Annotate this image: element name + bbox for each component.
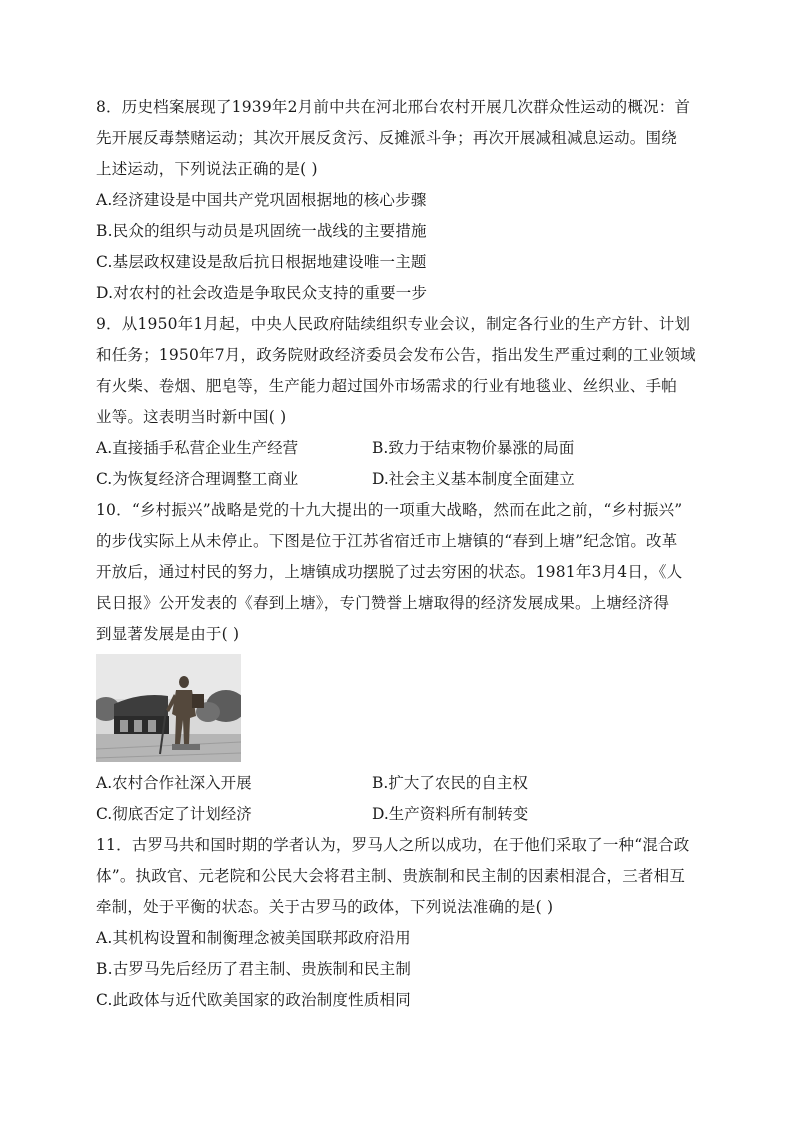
options-row — [96, 464, 696, 495]
answer-option-c: C.此政体与近代欧美国家的政治制度性质相同 — [96, 991, 411, 1009]
question-10 — [96, 495, 696, 830]
memorial-hall-photo — [96, 654, 241, 762]
question-stem-line: 11．古罗马共和国时期的学者认为，罗马人之所以成功，在于他们采取了一种“混合政 — [96, 836, 690, 854]
answer-option-d: D.社会主义基本制度全面建立 — [372, 470, 575, 488]
question-stem-line: 和任务；1950年7月，政务院财政经济委员会发布公告，指出发生严重过剩的工业领域 — [96, 346, 696, 364]
answer-option-b: B.扩大了农民的自主权 — [372, 774, 528, 792]
answer-option-b: B.民众的组织与动员是巩固统一战线的主要措施 — [96, 222, 427, 240]
question-stem-line: 到显著发展是由于( ) — [96, 625, 240, 643]
question-stem-line: 上述运动，下列说法正确的是( ) — [96, 160, 318, 178]
options-row — [96, 433, 696, 464]
statue-photo-illustration — [96, 654, 241, 762]
exam-page — [96, 92, 696, 1016]
answer-option-c: C.为恢复经济合理调整工商业 — [96, 470, 299, 488]
answer-option-a: A.经济建设是中国共产党巩固根据地的核心步骤 — [96, 191, 427, 209]
answer-option-d: D.生产资料所有制转变 — [372, 805, 529, 823]
answer-option-b: B.致力于结束物价暴涨的局面 — [372, 439, 575, 457]
question-11 — [96, 830, 696, 1016]
answer-option-c: C.基层政权建设是敌后抗日根据地建设唯一主题 — [96, 253, 427, 271]
question-stem-line: 民日报》公开发表的《春到上塘》，专门赞誉上塘取得的经济发展成果。上塘经济得 — [96, 594, 670, 612]
answer-option-b: B.古罗马先后经历了君主制、贵族制和民主制 — [96, 960, 412, 978]
question-stem-line: 8．历史档案展现了1939年2月前中共在河北邢台农村开展几次群众性运动的概况：首 — [96, 98, 691, 116]
question-stem-line: 先开展反毒禁赌运动；其次开展反贪污、反摊派斗争；再次开展减租减息运动。围绕 — [96, 129, 677, 147]
answer-option-a: A.其机构设置和制衡理念被美国联邦政府沿用 — [96, 929, 411, 947]
question-stem-line: 有火柴、卷烟、肥皂等，生产能力超过国外市场需求的行业有地毯业、丝织业、手帕 — [96, 377, 677, 395]
question-stem-line: 10．“乡村振兴”战略是党的十九大提出的一项重大战略，然而在此之前，“乡村振兴” — [96, 501, 683, 519]
question-stem-line: 9．从1950年1月起，中央人民政府陆续组织专业会议，制定各行业的生产方针、计划 — [96, 315, 691, 333]
options-row — [96, 768, 696, 799]
answer-option-a: A.直接插手私营企业生产经营 — [96, 439, 299, 457]
question-stem-line: 体”。执政官、元老院和公民大会将君主制、贵族制和民主制的因素相混合，三者相互 — [96, 867, 686, 885]
question-8 — [96, 92, 696, 309]
question-stem-line: 开放后，通过村民的努力，上塘镇成功摆脱了过去穷困的状态。1981年3月4日，《人 — [96, 563, 683, 581]
question-9 — [96, 309, 696, 495]
options-row — [96, 799, 696, 830]
question-stem-line: 牵制，处于平衡的状态。关于古罗马的政体，下列说法准确的是( ) — [96, 898, 554, 916]
answer-option-c: C.彻底否定了计划经济 — [96, 805, 252, 823]
question-stem-line: 业等。这表明当时新中国( ) — [96, 408, 287, 426]
answer-option-d: D.对农村的社会改造是争取民众支持的重要一步 — [96, 284, 428, 302]
answer-option-a: A.农村合作社深入开展 — [96, 774, 252, 792]
question-stem-line: 的步伐实际上从未停止。下图是位于江苏省宿迁市上塘镇的“春到上塘”纪念馆。改革 — [96, 532, 678, 550]
